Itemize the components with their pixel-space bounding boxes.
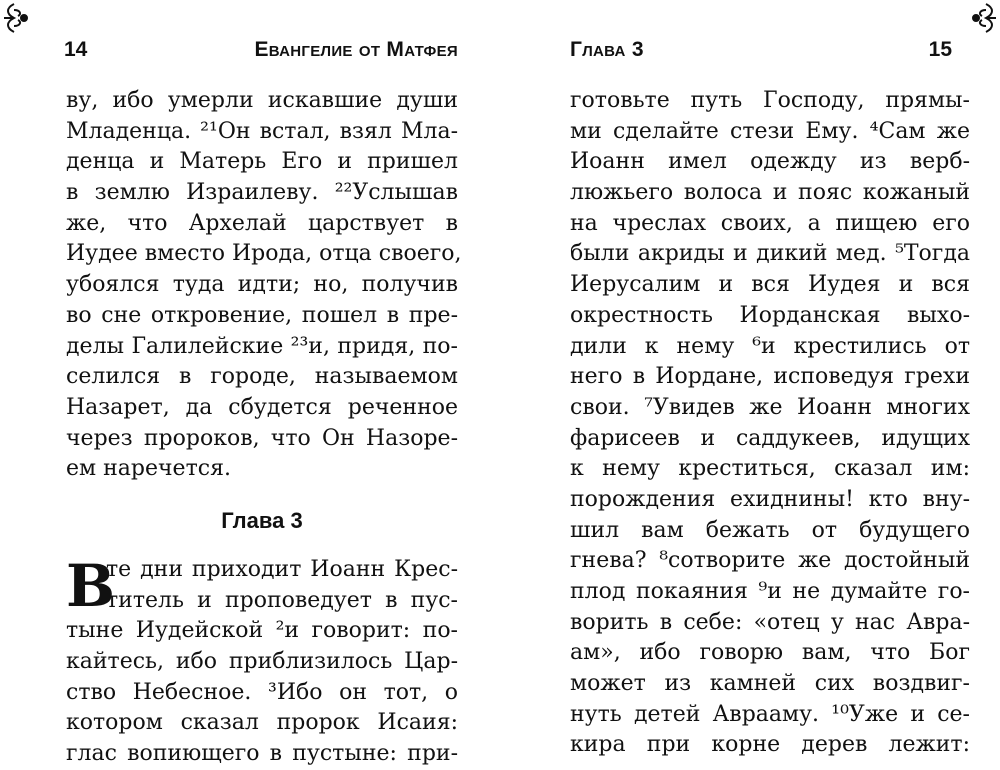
text-line: к нему креститься, сказал им: [570,456,970,482]
text-line: Назарет, да сбудется реченное [66,394,458,420]
text-line: котором сказал пророк Исаия: [66,710,458,736]
text-line: во сне откровение, пошел в пре- [66,302,458,328]
text-line: ву, ибо умерли искавшие души [66,88,458,113]
text-line: ворить в себе: «отец у нас Авра- [570,609,970,635]
text-line: ми сделайте стези Ему. ⁴Сам же [570,118,970,144]
text-line: фарисеев и саддукеев, идущих [570,425,970,451]
text-line: Младенца. ²¹Он встал, взял Мла- [66,118,458,144]
text-line: денца и Матерь Его и пришел [66,149,458,175]
text-line: свои. ⁷Увидев же Иоанн многих [570,394,970,420]
text-line: на чреслах своих, а пищею его [570,210,970,236]
text-line: же, что Архелай царствует в [66,210,458,236]
text-line: дили к нему ⁶и крестились от [570,333,970,359]
fleuron-icon [0,2,30,34]
page-header [570,32,990,68]
text-column [570,86,970,761]
text-line: в землю Израилеву. ²²Услышав [66,180,458,206]
text-line: порождения ехиднины! кто вну- [570,486,970,512]
text-column [66,86,462,770]
text-line: кира при корне дерев лежит: [570,732,970,758]
text-line: титель и проповедует в пус- [106,587,458,613]
text-line: Иерусалим и вся Иудея и вся [570,272,970,298]
fleuron-icon [970,2,1000,34]
drop-cap: В [66,551,116,620]
running-head: Евангелие от Матфея [254,38,458,61]
text-line: ем наречется. [66,456,231,482]
text-line: готовьте путь Господу, прямы- [570,88,970,113]
text-line: убоялся туда идти; но, получив [66,272,458,298]
text-line: люжьего волоса и пояс кожаный [570,180,970,206]
text-line: Иоанн имел одежду из верб- [570,149,970,175]
text-line: тыне Иудейской ²и говорит: по- [66,618,458,644]
text-line: ство Небесное. ³Ибо он тот, о [66,679,458,705]
text-line: делы Галилейские ²³и, придя, по- [66,333,458,359]
chapter-heading: Глава 3 [221,507,303,533]
text-line: плод покаяния ⁹и не думайте го- [570,579,970,604]
text-line: были акриды и дикий мед. ⁵Тогда [570,241,970,267]
text-line: те дни приходит Иоанн Крес- [106,556,458,582]
text-line: через пророков, что Он Назоре- [66,425,458,451]
running-head: Глава 3 [570,38,644,61]
text-line: Иудее вместо Ирода, отца своего, [66,241,462,267]
text-line: окрестность Иорданская выхо- [570,302,970,328]
text-line: селился в городе, называемом [66,364,458,390]
left-page [0,0,500,767]
page-number: 15 [928,38,952,61]
text-line: гнева? ⁸сотворите же достойный [570,548,970,574]
chapter-opening [66,551,458,770]
text-line: глас вопиющего в пустыне: при- [66,741,458,767]
page-number: 14 [64,38,88,61]
text-line: может из камней сих воздвиг- [570,671,970,697]
text-line: кайтесь, ибо приблизилось Цар- [66,649,458,674]
text-line: ам», ибо говорю вам, что Бог [570,640,970,666]
page-header [28,32,458,68]
text-line: шил вам бежать от будущего [570,517,970,543]
right-page [500,0,1000,758]
text-line: него в Иордане, исповедуя грехи [570,364,970,390]
text-line: нуть детей Аврааму. ¹⁰Уже и се- [570,701,970,727]
